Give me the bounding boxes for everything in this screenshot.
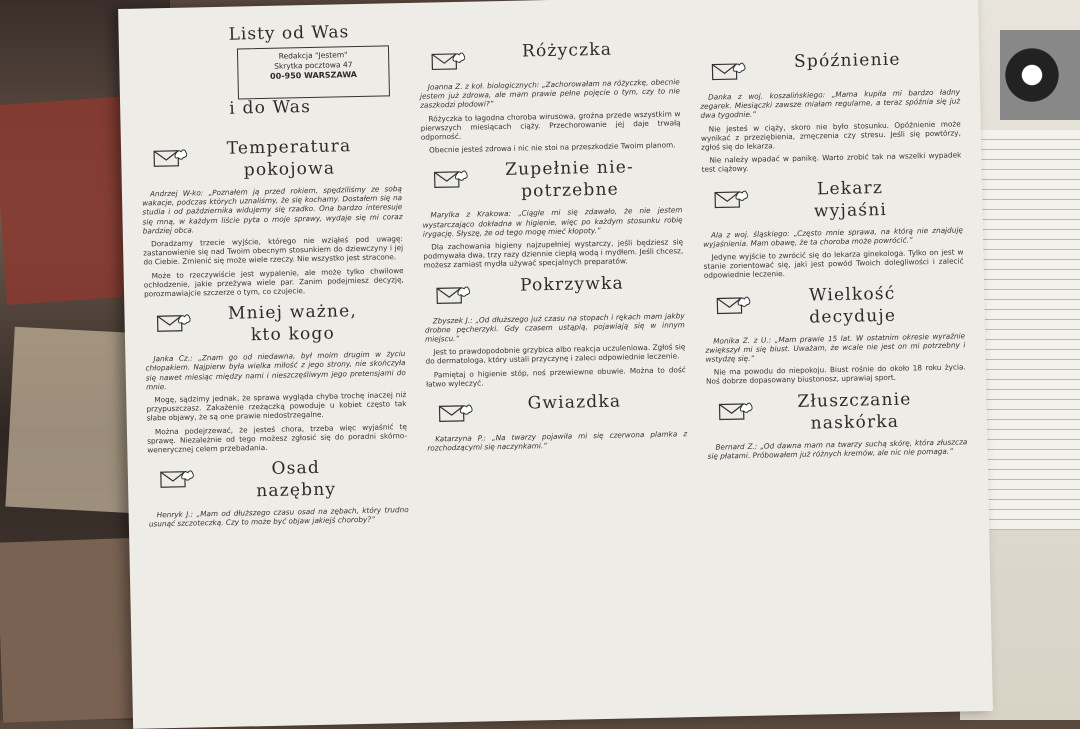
column-1-articles: [141, 134, 409, 529]
address-line: Redakcja "Jestem": [278, 50, 348, 61]
article-title: Złuszczanie: [797, 389, 912, 412]
article-paragraph: Można podejrzewać, że jesteś chora, trzeba więc wyjaśnić tę sprawę. Niezależnie od tego możesz zgłosić się do poradni skórno-wenerycznej celem przebadania.: [147, 421, 408, 455]
article-paragraph: Nie jesteś w ciąży, skoro nie było stosunku. Opóźnienie może wynikać z przeziębienia, zmęczenia czy stresu. Jeśli się powtórzy, zgłoś się do lekarza.: [700, 118, 961, 152]
column-3-articles: [699, 47, 967, 460]
article-paragraph: Obecnie jesteś zdrowa i nic nie stoi na przeszkodzie Twoim planom.: [429, 140, 676, 155]
article-title: Spóźnienie: [793, 49, 901, 72]
newspaper-page: [118, 0, 993, 729]
envelope-with-flower-icon: [153, 145, 187, 168]
article-title: nazębny: [256, 479, 337, 502]
article: [706, 387, 967, 461]
article: [424, 271, 686, 389]
article-paragraph: Nie ma powodu do niepokoju. Biust rośnie do około 18 roku życia. Noś dobrze dopasowany biustonosz, uprawiaj sport.: [705, 362, 966, 387]
article-heading: [419, 37, 680, 76]
article-title: naskórka: [810, 411, 900, 434]
article-title: Temperatura: [226, 136, 352, 159]
article-paragraph: Henryk J.: „Mam od dłuższego czasu osad na zębach, który trudno usunąć szczoteczką. Czy to może być objaw jakiejś choroby?”: [148, 505, 409, 529]
article-heading: [706, 387, 967, 436]
article-title: Pokrzywka: [519, 273, 625, 296]
address-box: [237, 45, 390, 99]
article-heading: [141, 134, 402, 183]
article-title: Mniej ważne,: [227, 301, 358, 325]
envelope-with-flower-icon: [436, 281, 470, 304]
article-paragraph: Danka z woj. koszalińskiego: „Mama kupiła mi bardzo ładny zegarek. Miesiączki zawsze miałam regularne, a teraz spóźnia się już dwa tygodnie.”: [700, 87, 961, 121]
background-newspaper: [980, 130, 1080, 530]
article: [426, 389, 687, 453]
article-heading: [699, 47, 960, 86]
article: [704, 281, 966, 386]
article-paragraph: Joanna Z. z koł. biologicznych: „Zachorowałam na różyczkę, obecnie jestem już zdrowa, ale mam prawie pełne pojęcie o tym, czy to nie zaszkodzi płodowi?”: [419, 77, 681, 111]
article-paragraph: Janka Cz.: „Znam go od niedawna, był moim drugim w życiu chłopakiem. Najpierw była wielka miłość z jego strony, nie skończyła się nawet miesiąc między nami i nieszczęśliwym jego pretensjami do mnie.: [145, 349, 406, 392]
article-title: Gwiazdka: [527, 391, 622, 414]
envelope-with-flower-icon: [716, 291, 750, 314]
article: [141, 134, 404, 299]
article-paragraph: Dla zachowania higieny najzupełniej wystarczy, jeśli będziesz się podmywała dwa, trzy razy dziennie ciepłą wodą i mydłem. Jeśli chcesz, możesz zamiast mydła używać specjalnych preparatów.: [423, 237, 684, 271]
article: [144, 299, 407, 454]
article: [148, 455, 409, 529]
article-paragraph: Katarzyna P.: „Na twarzy pojawiła mi się czerwona plamka z rozchodzącymi się naczynkami.”: [427, 429, 688, 453]
article-title: Zupełnie nie-: [504, 157, 635, 181]
address-city: 00-950 WARSZAWA: [270, 70, 358, 81]
background-photo: [1000, 30, 1080, 120]
article-paragraph: Marylka z Krakowa: „Ciągle mi się zdawało, że nie jestem wystarczająco dokładna w higienie, więc po każdym stosunku robię irygację. Słyszę, że od tego mogę mieć kłopoty.”: [422, 205, 683, 239]
article-paragraph: Może to rzeczywiście jest wypalenie, ale może tylko chwilowe ochłodzenie, jakie przeżywa wiele par. Zanim podejmiesz decyzję, porozmawiajcie szczerze o tym, co czujecie.: [143, 265, 404, 299]
article-title: kto kogo: [250, 323, 336, 346]
article-title: Różyczka: [521, 39, 613, 62]
article-paragraph: Pamiętaj o higienie stóp, noś przewiewne obuwie. Można to dość łatwo wyleczyć.: [425, 364, 686, 389]
envelope-with-flower-icon: [156, 310, 190, 333]
article-paragraph: Andrzej W-ko: „Poznałem ją przed rokiem, spędziliśmy ze sobą wakacje, podczas których uznaliśmy, że się kochamy. Dostałem się na studia i od października widujemy się rzadko. Ona bardzo interesuje się mną, w każdym liście pyta o moje sprawy, wydaje się mi coraz bardziej obca.: [142, 184, 403, 236]
envelope-with-flower-icon: [714, 185, 748, 208]
article-paragraph: Doradzamy trzecie wyjście, którego nie wziąłeś pod uwagę: zastanowienie się nad Twoim obecnym stosunkiem do dziewczyny i jej do Ciebie. Zmienić się może wiele rzeczy. Nie wszystko jest stracone.: [143, 234, 404, 267]
masthead-title: Listy od Was: [228, 22, 350, 45]
envelope-with-flower-icon: [711, 58, 745, 81]
article-heading: [424, 271, 685, 310]
article-title: potrzebne: [520, 179, 620, 203]
envelope-with-flower-icon: [433, 166, 467, 189]
article: [702, 175, 964, 280]
article-paragraph: Jedyne wyjście to zwrócić się do lekarza ginekologa. Tylko on jest w stanie zorientować się, jaki jest powód Twoich dolegliwości i zalecić odpowiednie leczenie.: [703, 247, 964, 281]
article: [419, 37, 681, 155]
article-title: Wielkość: [808, 283, 896, 306]
article-title: wyjaśni: [813, 199, 888, 222]
envelope-with-flower-icon: [431, 48, 465, 71]
envelope-with-flower-icon: [438, 400, 472, 423]
column-2: [418, 0, 687, 457]
article-paragraph: Różyczka to łagodna choroba wirusowa, groźna przede wszystkim w pierwszych miesiącach ciąży. Przechorowanie jej daje trwałą odporność.: [420, 108, 681, 142]
article-title: Lekarz: [816, 177, 884, 200]
article-heading: [426, 389, 687, 428]
article-heading: [702, 175, 963, 224]
masthead: [138, 3, 400, 103]
envelope-with-flower-icon: [718, 397, 752, 420]
article-paragraph: Monika Z. z U.: „Mam prawie 15 lat. W ostatnim okresie wyraźnie zwiększył mi się biust. Uważam, że wcale nie jest on mi potrzebny i wstydzę się.”: [705, 330, 966, 364]
masthead-subtitle: i do Was: [229, 96, 312, 119]
article-paragraph: Nie należy wpadać w panikę. Warto zrobić tak na wszelki wypadek test ciążowy.: [701, 150, 962, 175]
article-title: Osad: [271, 458, 321, 480]
article-heading: [421, 156, 682, 205]
article-paragraph: Mogę, sądzimy jednak, że sprawa wygląda chyba trochę inaczej niż przypuszczasz. Zakażenie rzeżączką powoduje u kobiet często tak słabe objawy, że są one prawie niedostrzegalne.: [146, 390, 407, 423]
article: [699, 47, 961, 174]
address-line: Skrytka pocztowa 47: [274, 60, 353, 71]
article-paragraph: Jest to prawdopodobnie grzybica albo reakcja uczuleniowa. Zgłoś się do dermatologa, który ustali przyczynę i zaleci odpowiednie leczenie.: [425, 342, 686, 367]
column-3: [698, 0, 968, 465]
column-1: [138, 3, 409, 533]
article-title: decyduje: [809, 305, 897, 328]
envelope-with-flower-icon: [160, 466, 194, 489]
article: [421, 156, 683, 271]
article-paragraph: Bernard Z.: „Od dawna mam na twarzy suchą skórę, która złuszcza się płatami. Próbowałem już różnych kremów, ale nic nie pomaga.”: [707, 436, 968, 461]
article-heading: [148, 455, 409, 504]
article-heading: [704, 281, 965, 330]
article-paragraph: Zbyszek J.: „Od dłuższego już czasu na stopach i rękach mam jakby drobne pęcherzyki. Gdy czasem ustąpią, pojawiają się w innym miejscu.”: [424, 310, 685, 344]
column-2-articles: [419, 37, 688, 453]
masthead-subtitle-block: [140, 94, 401, 133]
background-poster: [5, 327, 144, 514]
article-paragraph: Ala z woj. śląskiego: „Często mnie sprawa, na którą nie znajduję wyjaśnienia. Mam obawę, że ta choroba może powrócić.”: [703, 224, 963, 249]
article-heading: [144, 299, 405, 348]
article-title: pokojowa: [243, 158, 336, 181]
